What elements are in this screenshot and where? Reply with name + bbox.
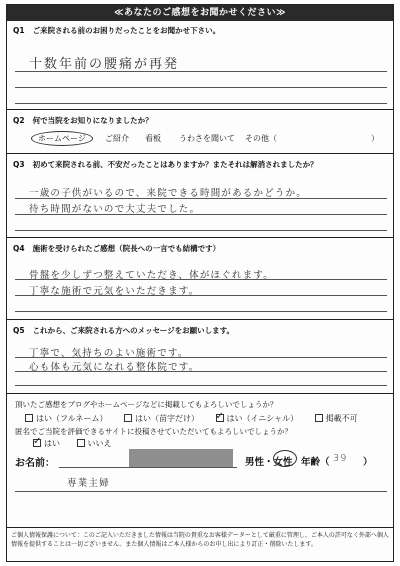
redacted-name <box>129 449 233 467</box>
q5-answer-line-1: 丁寧で、気持ちのよい施術です。 <box>29 348 189 359</box>
q4-line-2 <box>15 295 387 296</box>
q5-answer-line-2: 心も体も元気になれる整体院です。 <box>29 362 200 373</box>
q2-option-homepage: ホームページ <box>31 131 93 146</box>
review-consent-options <box>33 438 126 449</box>
q4-text: 施術を受けられたご感想（院長への一言でも結構です） <box>32 244 221 253</box>
q3-line-2 <box>15 214 387 215</box>
q1-line-2 <box>15 87 387 88</box>
blog-option-decline <box>315 414 358 423</box>
female-selected-circle <box>273 450 297 467</box>
q3-divider <box>7 237 393 238</box>
q3-answer-line-1: 一歳の子供がいるので、来院できる時間があるかどうか。 <box>29 188 308 199</box>
blog-option-fullname <box>25 414 107 423</box>
q1-text: ご来院される前のお困りだったことをお聞かせ下さい。 <box>32 26 221 35</box>
occupation-answer: 専業主婦 <box>67 478 110 489</box>
q5-line-2 <box>15 371 387 372</box>
q1-line-3 <box>15 103 387 104</box>
q2-option-rumor: うわさを聞いて <box>179 134 235 143</box>
privacy-notice: ご個人情報保護について：このご記入いただきました情報は当院の貴重なお客様データーとして厳重に管理し、ご本人の許可なく外部へ個人情報を提供することは一切ございません。また個人情報はご本人様からのお申し出により訂正・削除いたします。 <box>7 527 393 561</box>
q4-divider <box>7 319 393 320</box>
name-label: お名前： <box>15 458 55 469</box>
q2-divider <box>7 153 393 154</box>
q1-answer: 十数年前の腰痛が再発 <box>29 57 180 72</box>
blog-option-surname-label: はい（苗字だけ） <box>135 414 199 423</box>
q2-option-signboard: 看板 <box>145 134 161 143</box>
q4-answer-line-1: 骨盤を少しずつ整えていただき、体がほぐれます。 <box>29 270 274 281</box>
survey-sheet <box>6 4 394 562</box>
blog-option-fullname-label: はい（フルネーム） <box>36 414 108 423</box>
q3-answer-line-2: 待ち時間がないので大丈夫でした。 <box>29 204 201 215</box>
q2-text: 何で当院をお知りになりましたか？ <box>32 116 153 125</box>
q3-number: Q3 <box>13 160 25 169</box>
q2-option-other: その他（ <box>245 134 277 143</box>
review-option-no <box>77 439 112 448</box>
checkbox-checked-icon <box>33 439 41 447</box>
q1-question <box>13 25 220 36</box>
q4-number: Q4 <box>13 244 25 253</box>
blog-consent-options <box>25 413 372 424</box>
checkbox-icon <box>25 414 33 422</box>
checkbox-icon <box>315 414 323 422</box>
q5-question <box>13 325 234 336</box>
q4-question <box>13 243 220 254</box>
q1-divider <box>7 109 393 110</box>
sex-label: 男性・女性 <box>245 457 293 468</box>
blog-option-initials <box>216 414 299 423</box>
age-close: ） <box>363 457 373 468</box>
q4-line-3 <box>15 311 387 312</box>
blog-consent-question: 頂いたご感想をブログやホームページなどに掲載してもよろしいでしょうか？ <box>15 400 278 409</box>
review-option-yes <box>33 439 60 448</box>
q3-question <box>13 159 318 170</box>
survey-title: ≪あなたのご感想をお聞かせください≫ <box>7 5 393 21</box>
q2-number: Q2 <box>13 116 25 125</box>
q2-option-other-close: ） <box>371 134 379 143</box>
q4-line-1 <box>15 279 387 280</box>
q5-line-1 <box>15 357 387 358</box>
review-consent-question: 匿名でご当院を評価できるサイトに投稿させていただいてもよろしいでしょうか？ <box>15 427 292 436</box>
q4-answer-line-2: 丁寧な施術で元気をいただきます。 <box>29 286 200 297</box>
q5-line-3 <box>15 385 387 386</box>
checkbox-checked-icon <box>216 414 224 422</box>
checkbox-icon <box>124 414 132 422</box>
occupation-line <box>15 491 387 492</box>
q3-line-3 <box>15 230 387 231</box>
blog-option-surname <box>124 414 199 423</box>
blog-option-initials-label: はい（イニシャル） <box>226 414 299 423</box>
q2-question <box>13 115 153 126</box>
q3-text: 初めて来院される前、不安だったことはありますか？またそれは解消されましたか？ <box>32 160 318 169</box>
q5-divider <box>7 393 393 394</box>
q5-text: これから、ご来院される方へのメッセージをお願いします。 <box>32 326 235 335</box>
age-value: 39 <box>333 453 348 464</box>
age-label: 年齢（ <box>301 457 330 468</box>
q2-option-referral: ご紹介 <box>105 134 129 143</box>
blog-option-decline-label: 掲載不可 <box>325 414 358 423</box>
q1-number: Q1 <box>13 26 25 35</box>
name-underline <box>59 467 237 468</box>
review-option-yes-label: はい <box>44 439 60 448</box>
review-option-no-label: いいえ <box>87 439 112 448</box>
q1-line-1 <box>15 71 387 72</box>
q5-number: Q5 <box>13 326 25 335</box>
checkbox-icon <box>77 439 85 447</box>
q3-line-1 <box>15 198 387 199</box>
